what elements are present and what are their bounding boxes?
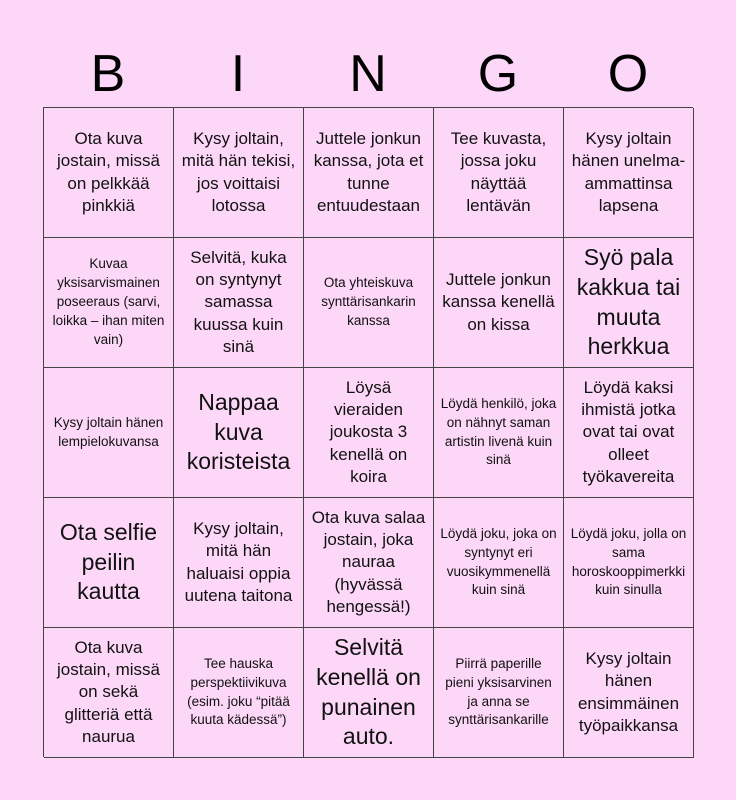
cell-text: Juttele jonkun kanssa, jota et tunne entuudestaan bbox=[313, 129, 424, 215]
bingo-cell-r4-c1[interactable] bbox=[44, 498, 174, 628]
cell-text: Löydä joku, jolla on sama horoskooppimerkki kuin sinulla bbox=[570, 525, 687, 598]
bingo-cell-r5-c4[interactable] bbox=[434, 628, 564, 758]
bingo-cell-r1-c4[interactable] bbox=[434, 108, 564, 238]
bingo-cell-r4-c5[interactable] bbox=[564, 498, 694, 628]
bingo-cell-r3-c4[interactable] bbox=[434, 368, 564, 498]
bingo-cell-r2-c5[interactable] bbox=[564, 238, 694, 368]
cell-text: Selvitä, kuka on syntynyt samassa kuussa kuin sinä bbox=[190, 248, 287, 356]
cell-text: Löydä joku, joka on syntynyt eri vuosikymmenellä kuin sinä bbox=[440, 525, 557, 598]
bingo-cell-r3-c1[interactable] bbox=[44, 368, 174, 498]
cell-text: Selvitä kenellä on punainen auto. bbox=[316, 633, 421, 750]
bingo-cell-r2-c2[interactable] bbox=[174, 238, 304, 368]
cell-text: Löydä henkilö, joka on nähnyt saman artistin livenä kuin sinä bbox=[440, 395, 557, 468]
cell-text: Löydä kaksi ihmistä jotka ovat tai ovat olleet työkavereita bbox=[581, 378, 676, 486]
bingo-cell-r3-c2[interactable] bbox=[174, 368, 304, 498]
cell-text: Nappaa kuva koristeista bbox=[186, 388, 291, 475]
bingo-cell-r3-c3[interactable] bbox=[304, 368, 434, 498]
bingo-cell-r2-c3[interactable] bbox=[304, 238, 434, 368]
cell-text: Ota kuva jostain, missä on sekä glitteriä että naurua bbox=[57, 638, 160, 746]
cell-text: Kysy joltain, mitä hän haluaisi oppia uutena taitona bbox=[184, 519, 293, 605]
cell-text: Ota yhteiskuva synttärisankarin kanssa bbox=[321, 275, 416, 328]
bingo-cell-r1-c5[interactable] bbox=[564, 108, 694, 238]
cell-text: Tee kuvasta, jossa joku näyttää lentävän bbox=[450, 129, 547, 215]
bingo-cell-r1-c3[interactable] bbox=[304, 108, 434, 238]
cell-text: Syö pala kakkua tai muuta herkkua bbox=[576, 243, 681, 360]
bingo-cell-r2-c1[interactable] bbox=[44, 238, 174, 368]
cell-text: Ota kuva salaa jostain, joka nauraa (hyvässä hengessä!) bbox=[311, 508, 426, 616]
cell-text: Kuvaa yksisarvismainen poseeraus (sarvi, loikka – ihan miten vain) bbox=[52, 256, 165, 347]
bingo-cell-r1-c2[interactable] bbox=[174, 108, 304, 238]
cell-text: Löysä vieraiden joukosta 3 kenellä on koira bbox=[329, 378, 408, 486]
cell-text: Kysy joltain hänen lempielokuvansa bbox=[53, 414, 164, 449]
bingo-cell-r5-c5[interactable] bbox=[564, 628, 694, 758]
header-letter-o: O bbox=[607, 45, 649, 103]
header-letter-g: G bbox=[477, 45, 519, 103]
bingo-cell-r4-c3[interactable] bbox=[304, 498, 434, 628]
cell-text: Piirrä paperille pieni yksisarvinen ja anna se synttärisankarille bbox=[445, 655, 552, 728]
bingo-cell-r4-c4[interactable] bbox=[434, 498, 564, 628]
cell-text: Ota kuva jostain, missä on pelkkää pinkkiä bbox=[57, 129, 160, 215]
bingo-cell-r3-c5[interactable] bbox=[564, 368, 694, 498]
header-letter-b: B bbox=[90, 45, 126, 103]
header-letter-n: N bbox=[349, 45, 387, 103]
bingo-cell-r2-c4[interactable] bbox=[434, 238, 564, 368]
bingo-cell-r5-c1[interactable] bbox=[44, 628, 174, 758]
cell-text: Juttele jonkun kanssa kenellä on kissa bbox=[442, 270, 555, 334]
bingo-header bbox=[43, 40, 693, 108]
cell-text: Kysy joltain hänen unelma-ammattinsa lapsena bbox=[571, 129, 686, 215]
cell-text: Kysy joltain hänen ensimmäinen työpaikkansa bbox=[577, 649, 680, 735]
bingo-cell-r5-c3[interactable] bbox=[304, 628, 434, 758]
bingo-cell-r4-c2[interactable] bbox=[174, 498, 304, 628]
cell-text: Kysy joltain, mitä hän tekisi, jos voittaisi lotossa bbox=[181, 129, 296, 215]
bingo-board bbox=[43, 107, 693, 757]
bingo-cell-r1-c1[interactable] bbox=[44, 108, 174, 238]
header-letter-i: I bbox=[230, 45, 246, 103]
cell-text: Ota selfie peilin kautta bbox=[59, 518, 158, 605]
bingo-cell-r5-c2[interactable] bbox=[174, 628, 304, 758]
cell-text: Tee hauska perspektiivikuva (esim. joku “pitää kuuta kädessä”) bbox=[187, 655, 290, 728]
